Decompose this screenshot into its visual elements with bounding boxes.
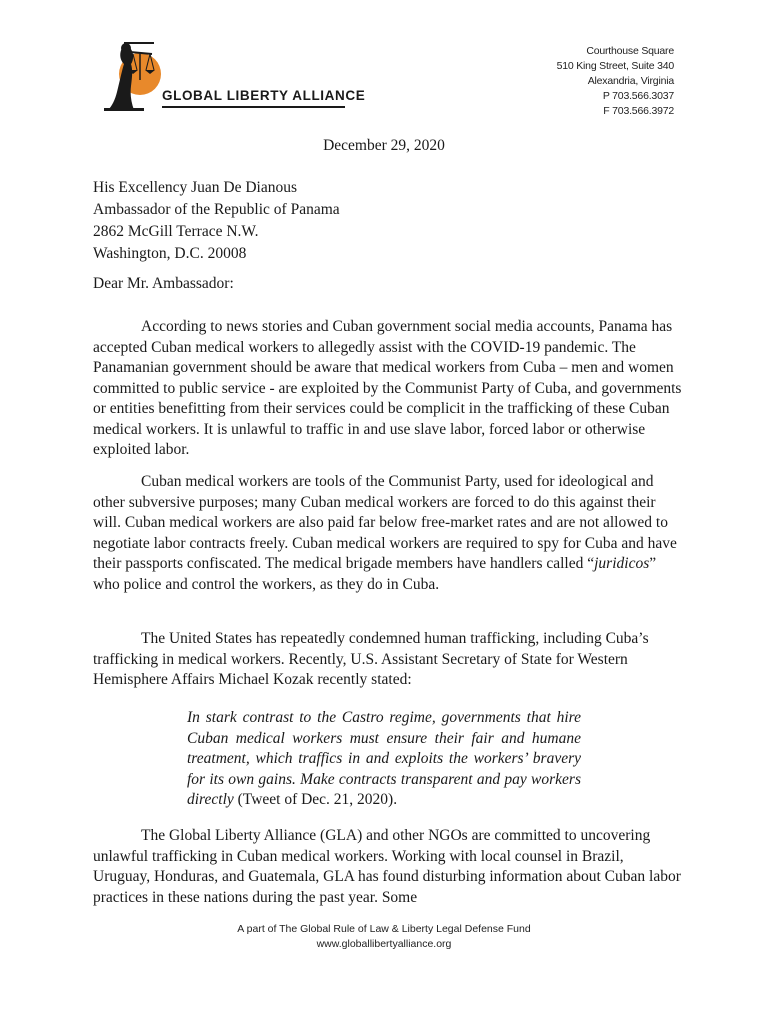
paragraph-text: Cuban medical workers are tools of the Communist Party, used for ideological and other subversive purposes; many Cuban medical workers are forced to do this against their will. Cuban medical workers are also paid far below free-market rates and are not allowed to negotiate labor contracts freely. Cuban medical workers are required to spy for Cuba and have their passports confiscated. The medical brigade members have handlers called “: [93, 473, 677, 572]
paragraph-text: The United States has repeatedly condemned human trafficking, including Cuba’s trafficking in medical workers. Recently, U.S. Assistant Secretary of State for Western Hemisphere Affairs Michael Kozak recently stated:: [93, 630, 649, 688]
paragraph-text: ” who police and control the workers, as they do in Cuba.: [93, 555, 657, 593]
recipient-line: His Excellency Juan De Dianous: [93, 179, 298, 196]
block-quote: [187, 708, 581, 811]
logo-divider: [162, 106, 345, 108]
letter-date: December 29, 2020: [323, 137, 445, 154]
organization-name: GLOBAL LIBERTY ALLIANCE: [162, 88, 366, 103]
salutation: Dear Mr. Ambassador:: [93, 275, 234, 292]
paragraph-text: According to news stories and Cuban government social media accounts, Panama has accepted Cuban medical workers to allegedly assist with the COVID-19 pandemic. The Panamanian government should be aware that medical workers from Cuba – men and women committed to public service - are exploited by the Communist Party of Cuba, and governments or entities benefitting from their services could be complicit in the trafficking of these Cuban medical workers. It is unlawful to traffic in and use slave labor, forced labor or otherwise exploited labor.: [93, 318, 682, 458]
address-line: 510 King Street, Suite 340: [556, 60, 674, 72]
body-paragraph-4: [93, 826, 683, 908]
fax-line: F 703.566.3972: [603, 105, 674, 117]
recipient-block: [93, 177, 340, 265]
body-paragraph-2: [93, 472, 683, 595]
letterhead-address: [557, 44, 674, 119]
footer-website-link[interactable]: www.globallibertyalliance.org: [316, 938, 452, 950]
recipient-line: Ambassador of the Republic of Panama: [93, 201, 340, 218]
address-line: Alexandria, Virginia: [587, 75, 674, 87]
footer-affiliation: A part of The Global Rule of Law & Liberty Legal Defense Fund: [237, 923, 531, 935]
italic-term: juridicos: [594, 555, 650, 572]
address-line: Courthouse Square: [586, 45, 674, 57]
paragraph-text: The Global Liberty Alliance (GLA) and other NGOs are committed to uncovering unlawful trafficking in Cuban medical workers. Working with local counsel in Brazil, Uruguay, Honduras, and Guatemala, GLA has found disturbing information about Cuban labor practices in these nations during the past year. Some: [93, 827, 681, 906]
lady-justice-scales-icon: [100, 40, 170, 112]
recipient-line: 2862 McGill Terrace N.W.: [93, 223, 259, 240]
quote-citation: (Tweet of Dec. 21, 2020).: [233, 791, 398, 808]
page-footer: [0, 922, 768, 952]
body-paragraph-3: [93, 629, 683, 691]
recipient-line: Washington, D.C. 20008: [93, 245, 247, 262]
letterhead-logo: [100, 40, 366, 112]
quote-text: In stark contrast to the Castro regime, governments that hire Cuban medical workers must ensure their fair and humane treatment, which traffics in and exploits the workers’ bravery for its own gains. Make contracts transparent and pay workers directly: [187, 709, 581, 808]
body-paragraph-1: [93, 317, 683, 461]
phone-line: P 703.566.3037: [602, 90, 674, 102]
